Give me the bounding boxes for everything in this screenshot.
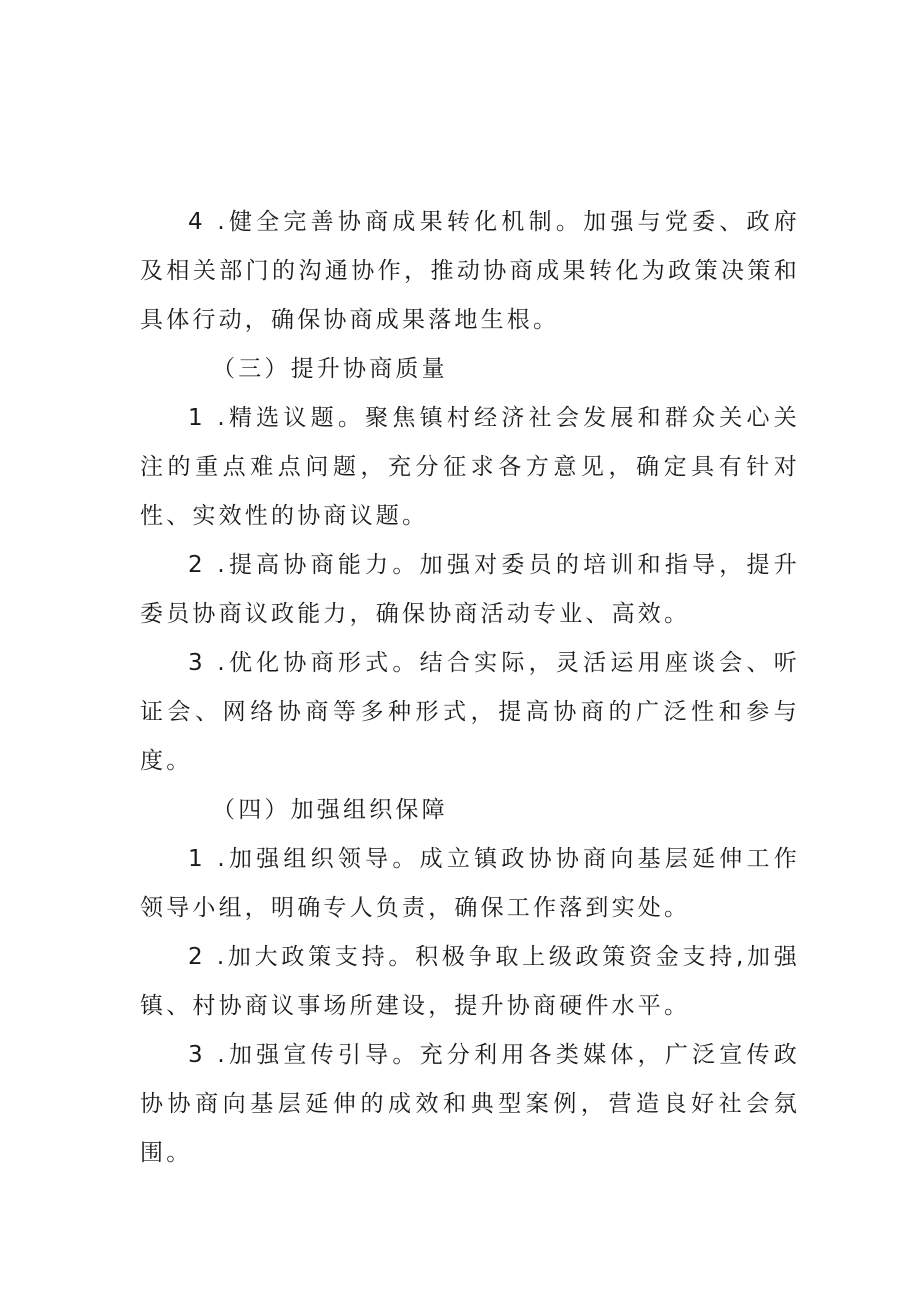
section-heading-4: （四）加强组织保障	[212, 797, 448, 823]
paragraph-item-4-conversion-mechanism: 4 .健全完善协商成果转化机制。加强与党委、政府及相关部门的沟通协作，推动协商成果转化为政策决策和具体行动，确保协商成果落地生根。	[140, 209, 800, 333]
paragraph-item-3-optimize-form: 3 .优化协商形式。结合实际，灵活运用座谈会、听证会、网络协商等多种形式，提高协商的广泛性和参与度。	[140, 650, 800, 774]
paragraph-item-1-select-topics: 1 .精选议题。聚焦镇村经济社会发展和群众关心关注的重点难点问题，充分征求各方意见，确定具有针对性、实效性的协商议题。	[140, 405, 800, 529]
document-body	[140, 198, 800, 1178]
paragraph-item-3-publicity: 3 .加强宣传引导。充分利用各类媒体，广泛宣传政协协商向基层延伸的成效和典型案例，营造良好社会氛围。	[140, 1042, 800, 1166]
paragraph-item-2-policy-support: 2 .加大政策支持。积极争取上级政策资金支持,加强镇、村协商议事场所建设，提升协商硬件水平。	[140, 944, 800, 1019]
paragraph-item-1-leadership: 1 .加强组织领导。成立镇政协协商向基层延伸工作领导小组，明确专人负责，确保工作落到实处。	[140, 846, 800, 921]
section-heading-3: （三）提升协商质量	[212, 356, 448, 382]
paragraph-item-2-improve-ability: 2 .提高协商能力。加强对委员的培训和指导，提升委员协商议政能力，确保协商活动专业、高效。	[140, 552, 800, 627]
